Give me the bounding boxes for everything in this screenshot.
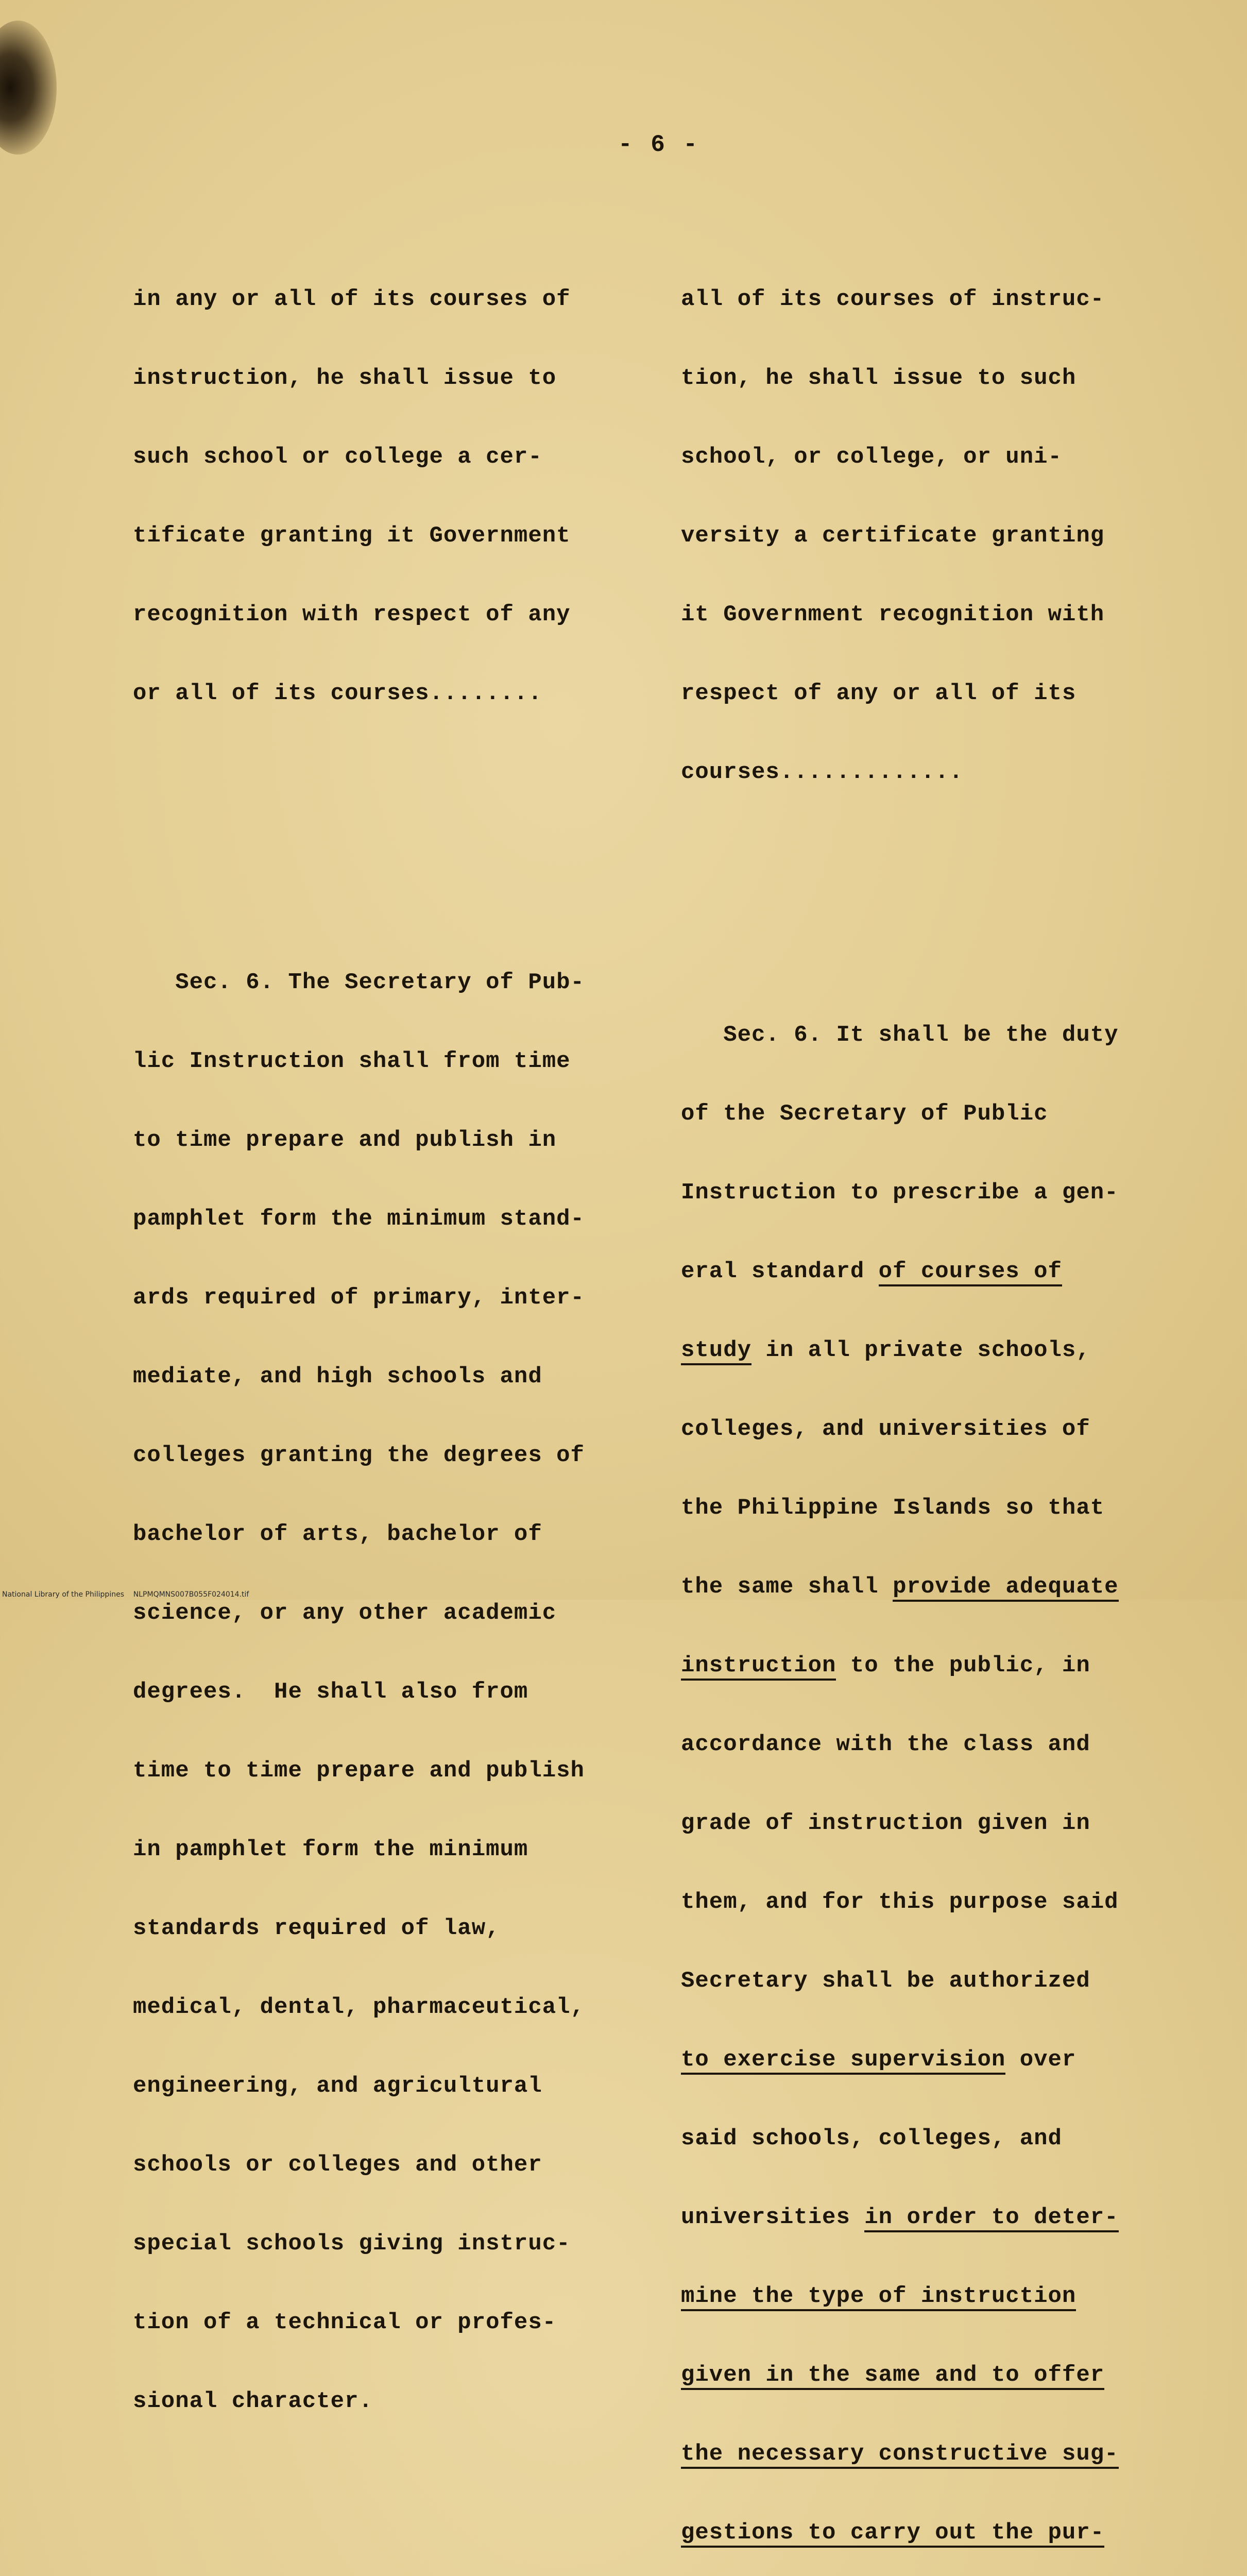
text-line: in any or all of its courses of	[133, 286, 571, 312]
text-line: pamphlet form the minimum stand-	[133, 1206, 585, 1232]
text-run: the same shall	[681, 1574, 893, 1600]
text-line	[681, 2283, 1147, 2310]
text-line: instruction, he shall issue to	[133, 365, 557, 391]
text-line: the Philippine Islands so that	[681, 1495, 1105, 1521]
text-line: versity a certificate granting	[681, 523, 1105, 549]
text-line: schools or colleges and other	[133, 2152, 542, 2178]
underlined-text: given in the same and to offer	[681, 2362, 1104, 2390]
right-paragraph-1	[681, 234, 1147, 838]
text-line: school, or college, or uni-	[681, 444, 1062, 470]
text-line: Sec. 6. It shall be the duty	[681, 1022, 1119, 1048]
text-line: science, or any other academic	[133, 1600, 557, 1626]
text-line: medical, dental, pharmaceutical,	[133, 1994, 585, 2020]
text-line: bachelor of arts, bachelor of	[133, 1521, 542, 1547]
text-line	[681, 2441, 1147, 2467]
left-paragraph-1	[133, 234, 585, 759]
text-line: colleges granting the degrees of	[133, 1443, 585, 1468]
right-section-6	[681, 970, 1147, 2576]
text-line: or all of its courses........	[133, 681, 542, 706]
text-line: ards required of primary, inter-	[133, 1285, 585, 1311]
text-line: such school or college a cer-	[133, 444, 542, 470]
left-section-6	[133, 917, 585, 2467]
text-line: time to time prepare and publish	[133, 1758, 585, 1784]
left-column	[133, 181, 585, 2494]
text-line: special schools giving instruc-	[133, 2231, 571, 2257]
text-run: universities	[681, 2205, 865, 2230]
text-line	[681, 2047, 1147, 2073]
text-line: accordance with the class and	[681, 1732, 1090, 1757]
underlined-text: instruction	[681, 1653, 836, 1681]
text-line: degrees. He shall also from	[133, 1679, 528, 1705]
text-run: eral standard	[681, 1259, 879, 1284]
text-line: standards required of law,	[133, 1916, 500, 1941]
text-line: recognition with respect of any	[133, 602, 571, 628]
text-line: them, and for this purpose said	[681, 1889, 1119, 1915]
underlined-text: provide adequate	[893, 1574, 1118, 1602]
text-line: tificate granting it Government	[133, 523, 571, 549]
text-line: all of its courses of instruc-	[681, 286, 1105, 312]
text-line	[681, 1337, 1147, 1364]
ink-stain	[0, 21, 57, 155]
text-line: said schools, colleges, and	[681, 2126, 1062, 2151]
text-line: engineering, and agricultural	[133, 2073, 542, 2099]
underlined-text: mine the type of instruction	[681, 2283, 1076, 2311]
text-line: to time prepare and publish in	[133, 1127, 557, 1153]
text-line: mediate, and high schools and	[133, 1364, 542, 1389]
text-line: tion of a technical or profes-	[133, 2310, 557, 2335]
underlined-text: of courses of	[879, 1259, 1062, 1286]
text-line: colleges, and universities of	[681, 1416, 1090, 1442]
text-line: it Government recognition with	[681, 602, 1105, 628]
text-line: Sec. 6. The Secretary of Pub-	[133, 970, 585, 995]
text-line: respect of any or all of its	[681, 681, 1077, 706]
text-line	[681, 1574, 1147, 1600]
text-run: to the public, in	[836, 1653, 1090, 1679]
text-run: in all private schools,	[751, 1337, 1090, 1363]
text-line: tion, he shall issue to such	[681, 365, 1077, 391]
text-line: grade of instruction given in	[681, 1810, 1090, 1836]
underlined-text: study	[681, 1337, 751, 1365]
text-line: lic Instruction shall from time	[133, 1048, 571, 1074]
text-line	[681, 2520, 1147, 2546]
underlined-text: to exercise supervision	[681, 2047, 1005, 2075]
text-line	[681, 1259, 1147, 1285]
underlined-text: the necessary constructive sug-	[681, 2441, 1119, 2469]
underlined-text: gestions to carry out the pur-	[681, 2520, 1104, 2548]
text-line	[681, 1653, 1147, 1679]
right-column	[681, 181, 1147, 2576]
text-line: sional character.	[133, 2388, 373, 2414]
text-line	[681, 2362, 1147, 2388]
text-line: of the Secretary of Public	[681, 1101, 1048, 1127]
page-number: - 6 -	[618, 131, 700, 158]
text-run: over	[1005, 2047, 1077, 2073]
text-line: Instruction to prescribe a gen-	[681, 1180, 1119, 1206]
text-line: courses.............	[681, 759, 964, 785]
underlined-text: in order to deter-	[864, 2205, 1118, 2232]
text-line: in pamphlet form the minimum	[133, 1837, 528, 1862]
archive-footer: National Library of the Philippines NLPMQMNS007B055F024014.tif	[2, 1590, 249, 1599]
text-line	[681, 2205, 1147, 2231]
text-line: Secretary shall be authorized	[681, 1968, 1090, 1994]
